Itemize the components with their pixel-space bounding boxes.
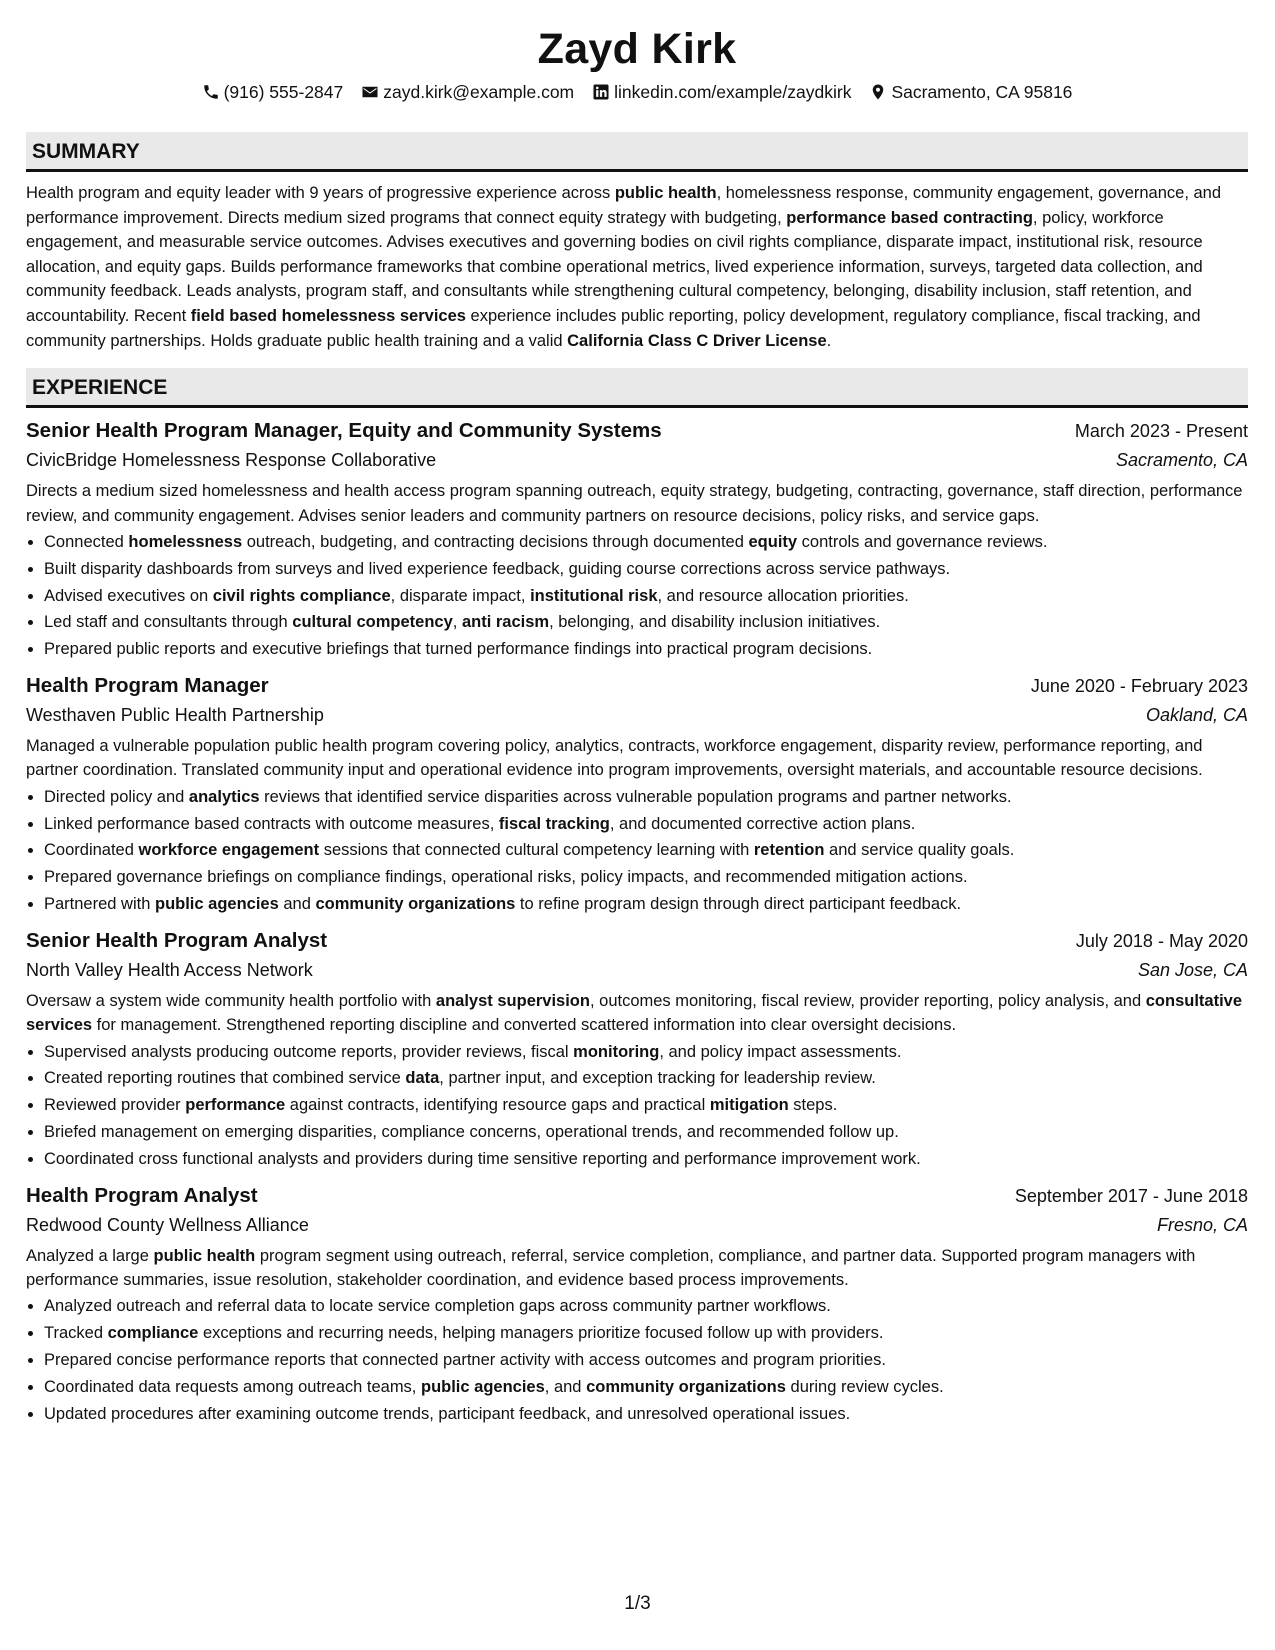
contact-phone — [202, 78, 344, 106]
bold-keyword: consultative services — [26, 991, 1243, 1035]
job-organization: Redwood County Wellness Alliance — [26, 1214, 309, 1235]
bullet-item — [44, 1374, 1248, 1401]
bold-keyword: community organizations — [315, 894, 516, 913]
text-run: for management. Strengthened reporting discipline and converted scattered information into clear oversight decisions. — [92, 1016, 957, 1035]
text-run: Oversaw a system wide community health portfolio with — [26, 991, 436, 1010]
phone-text: (916) 555-2847 — [223, 82, 344, 102]
job-dates: September 2017 - June 2018 — [1014, 1185, 1248, 1206]
text-run: Analyzed a large — [26, 1246, 154, 1265]
bullet-item — [44, 1065, 1248, 1092]
bullet-item — [44, 1320, 1248, 1347]
bold-keyword: monitoring — [573, 1042, 660, 1061]
bold-keyword: cultural competency — [292, 613, 453, 632]
text-run: Coordinated cross functional analysts and providers during time sensitive reporting and performance improvement work. — [44, 1149, 921, 1168]
job-header-row — [26, 927, 1248, 955]
text-run: controls and governance reviews. — [797, 532, 1048, 551]
text-run: Advised executives on — [44, 586, 213, 605]
text-run: Reviewed provider — [44, 1096, 186, 1115]
text-run: Prepared governance briefings on compliance findings, operational risks, policy impacts, and recommended mitigation actions. — [44, 868, 968, 887]
bold-keyword: public health — [614, 184, 717, 202]
job-organization: Westhaven Public Health Partnership — [26, 704, 324, 725]
text-run: Built disparity dashboards from surveys and lived experience feedback, guiding course corrections across service pathways. — [44, 559, 951, 578]
job-description — [26, 1244, 1248, 1293]
job-location: Oakland, CA — [1145, 704, 1248, 725]
text-run: , partner input, and exception tracking for leadership review. — [439, 1069, 876, 1088]
location-text: Sacramento, CA 95816 — [891, 82, 1073, 102]
bullet-item — [44, 583, 1248, 610]
job-entry — [26, 1182, 1248, 1428]
job-bullets — [26, 529, 1248, 663]
text-run: exceptions and recurring needs, helping managers prioritize focused follow up with providers. — [198, 1324, 884, 1343]
text-run: Created reporting routines that combined service — [44, 1069, 406, 1088]
text-run: and — [278, 894, 316, 913]
job-dates: June 2020 - February 2023 — [1030, 675, 1248, 696]
text-run: Updated procedures after examining outcome trends, participant feedback, and unresolved operational issues. — [44, 1404, 851, 1423]
job-org-row — [26, 1210, 1248, 1241]
job-org-row — [26, 700, 1248, 731]
text-run: Led staff and consultants through — [44, 613, 293, 632]
bold-keyword: community organizations — [586, 1377, 786, 1396]
text-run: outreach, budgeting, and contracting decisions through documented — [242, 532, 749, 551]
summary-text — [26, 181, 1248, 353]
bullet-item — [44, 556, 1248, 583]
bullet-item — [44, 636, 1248, 663]
bold-keyword: performance based contracting — [786, 208, 1033, 227]
bold-keyword: compliance — [107, 1324, 199, 1343]
text-run: Directed policy and — [44, 787, 189, 806]
job-dates: March 2023 - Present — [1074, 421, 1248, 442]
job-dates: July 2018 - May 2020 — [1075, 930, 1248, 951]
job-description — [26, 989, 1248, 1038]
page-number: 1/3 — [624, 1593, 651, 1614]
bold-keyword: analyst supervision — [435, 991, 590, 1010]
resume-page — [26, 0, 1248, 1427]
text-run: reviews that identified service disparities across vulnerable population programs and partner networks. — [259, 787, 1012, 806]
bold-keyword: mitigation — [709, 1096, 789, 1115]
email-text: zayd.kirk@example.com — [383, 82, 575, 102]
text-run: Prepared concise performance reports that connected partner activity with access outcomes and program priorities. — [44, 1350, 886, 1369]
bold-keyword: California Class C Driver License — [567, 331, 827, 350]
bold-keyword: anti racism — [461, 613, 550, 632]
job-title: Senior Health Program Analyst — [26, 928, 328, 952]
linkedin-icon — [592, 83, 610, 101]
job-description — [26, 734, 1248, 783]
text-run: , belonging, and disability inclusion initiatives. — [549, 613, 881, 632]
text-run: to refine program design through direct participant feedback. — [515, 894, 962, 913]
text-run: . — [826, 331, 832, 350]
text-run: , outcomes monitoring, fiscal review, provider reporting, policy analysis, and — [589, 991, 1146, 1010]
text-run: , disparate impact, — [390, 586, 531, 605]
text-run: Prepared public reports and executive briefings that turned performance findings into practical program decisions. — [44, 640, 873, 659]
text-run: against contracts, identifying resource gaps and practical — [285, 1096, 710, 1115]
text-run: , and resource allocation priorities. — [657, 586, 909, 605]
bold-keyword: retention — [753, 841, 825, 860]
job-entry — [26, 927, 1248, 1173]
job-location: Fresno, CA — [1156, 1214, 1248, 1235]
bold-keyword: homelessness — [128, 532, 243, 551]
text-run: Managed a vulnerable population public health program covering policy, analytics, contracts, workforce engagement, disparity review, performance reporting, and partner coordination. Translated community input and operational evidence into program improvements, oversight materials, and accountable resource decisions. — [26, 736, 1203, 780]
bold-keyword: fiscal tracking — [498, 814, 610, 833]
text-run: Health program and equity leader with 9 years of progressive experience across — [26, 184, 615, 202]
job-organization: North Valley Health Access Network — [26, 959, 313, 980]
bold-keyword: performance — [185, 1096, 286, 1115]
text-run: and service quality goals. — [824, 841, 1015, 860]
text-run: , and — [544, 1377, 587, 1396]
experience-heading: EXPERIENCE — [26, 368, 1248, 408]
text-run: Supervised analysts producing outcome reports, provider reviews, fiscal — [44, 1042, 574, 1061]
bullet-item — [44, 609, 1248, 636]
job-title: Health Program Manager — [26, 673, 269, 697]
text-run: Directs a medium sized homelessness and health access program spanning outreach, equity strategy, budgeting, contracting, governance, staff direction, performance review, and community engagement. Advises senior leaders and community partners on resource decisions, policy risks, and service gaps. — [26, 482, 1243, 525]
text-run: steps. — [788, 1096, 838, 1115]
bullet-item — [44, 1119, 1248, 1146]
bullet-item — [44, 837, 1248, 864]
job-entry — [26, 417, 1248, 663]
job-entry — [26, 672, 1248, 918]
job-bullets — [26, 1293, 1248, 1427]
bold-keyword: public agencies — [154, 894, 279, 913]
bullet-item — [44, 1347, 1248, 1374]
contact-bar — [26, 78, 1248, 106]
text-run: Coordinated — [44, 841, 139, 860]
text-run: Connected — [44, 532, 129, 551]
text-run: Coordinated data requests among outreach teams, — [44, 1377, 421, 1396]
text-run: sessions that connected cultural competency learning with — [319, 841, 754, 860]
text-run: Briefed management on emerging disparities, compliance concerns, operational trends, and recommended follow up. — [44, 1122, 899, 1141]
contact-location — [869, 78, 1072, 106]
bold-keyword: field based homelessness services — [190, 306, 466, 325]
phone-icon — [202, 83, 220, 101]
job-org-row — [26, 955, 1248, 986]
text-run: , and policy impact assessments. — [659, 1042, 902, 1061]
bullet-item — [44, 811, 1248, 838]
map-pin-icon — [869, 83, 887, 101]
job-location: San Jose, CA — [1137, 959, 1248, 980]
job-header-row — [26, 1182, 1248, 1210]
job-location: Sacramento, CA — [1115, 450, 1248, 471]
text-run: , — [452, 613, 462, 632]
summary-heading: SUMMARY — [26, 132, 1248, 172]
contact-linkedin[interactable] — [592, 78, 851, 106]
bullet-item — [44, 784, 1248, 811]
text-run: Linked performance based contracts with outcome measures, — [44, 814, 499, 833]
text-run: Tracked — [44, 1324, 108, 1343]
text-run: experience includes public reporting, policy development, regulatory compliance, fiscal tracking, and community partnerships. Holds graduate public health training and a valid — [26, 306, 1201, 350]
bold-keyword: data — [405, 1069, 440, 1088]
candidate-name: Zayd Kirk — [537, 25, 737, 73]
text-run: during review cycles. — [785, 1377, 944, 1396]
bullet-item — [44, 891, 1248, 918]
job-bullets — [26, 1039, 1248, 1173]
job-organization: CivicBridge Homelessness Response Collaborative — [26, 450, 437, 471]
text-run: Analyzed outreach and referral data to locate service completion gaps across community partner workflows. — [44, 1297, 831, 1316]
linkedin-text: linkedin.com/example/zaydkirk — [614, 82, 852, 102]
text-run: Partnered with — [44, 894, 155, 913]
experience-list — [26, 417, 1248, 1427]
bullet-item — [44, 1146, 1248, 1173]
text-run: program segment using outreach, referral, service completion, compliance, and partner data. Supported program managers with performance summaries, issue resolution, stakeholder coordination, and evidence based process improvements. — [26, 1246, 1196, 1289]
text-run: , and documented corrective action plans. — [609, 814, 916, 833]
bold-keyword: institutional risk — [530, 586, 658, 605]
bold-keyword: public health — [153, 1246, 256, 1265]
envelope-icon — [361, 83, 379, 101]
text-run: , policy, workforce engagement, and measurable service outcomes. Advises executives and governing bodies on civil rights compliance, disparate impact, institutional risk, resource allocation, and equity gaps. Builds performance frameworks that combine operational metrics, lived experience information, surveys, targeted data collection, and community feedback. Leads analysts, program staff, and consultants while strengthening cultural competency, belonging, disability inclusion, staff retention, and accountability. Recent — [26, 208, 1203, 325]
job-title: Senior Health Program Manager, Equity and Community Systems — [26, 419, 662, 443]
job-bullets — [26, 784, 1248, 918]
bullet-item — [44, 1092, 1248, 1119]
job-header-row — [26, 417, 1248, 445]
bold-keyword: civil rights compliance — [212, 586, 391, 605]
bullet-item — [44, 1401, 1248, 1428]
bullet-item — [44, 864, 1248, 891]
text-run: , homelessness response, community engagement, governance, and performance improvement. Directs medium sized programs that connect equity strategy with budgeting, — [26, 184, 1222, 227]
bold-keyword: analytics — [188, 787, 260, 806]
bold-keyword: equity — [748, 532, 798, 551]
bullet-item — [44, 1039, 1248, 1066]
bold-keyword: public agencies — [420, 1377, 545, 1396]
bullet-item — [44, 529, 1248, 556]
job-org-row — [26, 445, 1248, 476]
contact-email[interactable] — [361, 78, 574, 106]
job-description — [26, 479, 1248, 528]
bullet-item — [44, 1293, 1248, 1320]
job-title: Health Program Analyst — [26, 1183, 258, 1207]
job-header-row — [26, 672, 1248, 700]
bold-keyword: workforce engagement — [138, 841, 320, 860]
